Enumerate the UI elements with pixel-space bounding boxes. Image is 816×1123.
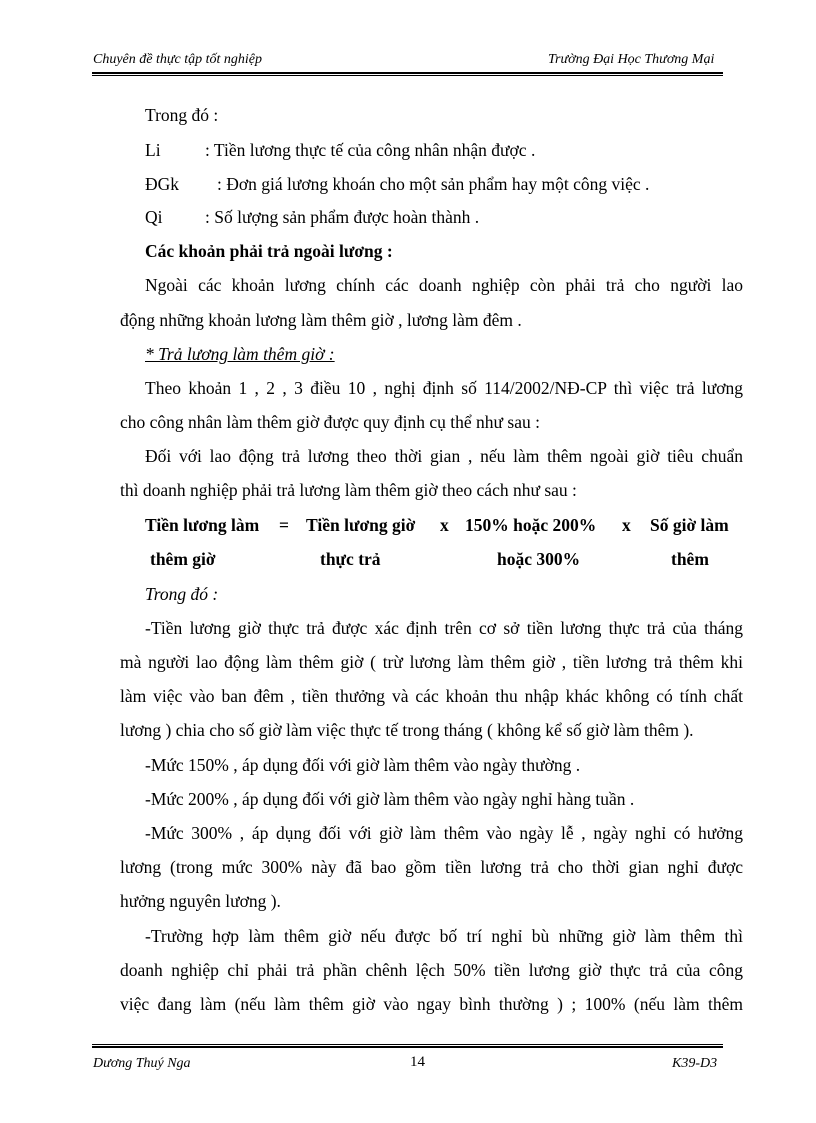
formula-term-3-cont: hoặc 300% [497, 549, 581, 569]
paragraph-line: -Mức 150% , áp dụng đối với giờ làm thêm vào ngày thường . [145, 755, 581, 775]
dgk-label: ĐGk [145, 174, 180, 194]
header-rule-thin [92, 75, 723, 76]
paragraph-line: -Tiền lương giờ thực trả được xác định trên cơ sở tiền lương thực trả của tháng [145, 618, 743, 638]
section-heading: Các khoản phải trả ngoài lương : [145, 241, 393, 261]
paragraph-line: Theo khoản 1 , 2 , 3 điều 10 , nghị định số 114/2002/NĐ-CP thì việc trả lương [145, 378, 743, 398]
qi-label: Qi [145, 207, 163, 227]
formula-term-4-cont: thêm [671, 549, 709, 569]
li-description: : Tiền lương thực tế của công nhân nhận được . [205, 140, 536, 160]
paragraph-line: lương (trong mức 300% này đã bao gồm tiền lương trả cho thời gian nghỉ được [120, 857, 743, 877]
sub-heading: * Trả lương làm thêm giờ : [145, 344, 335, 364]
paragraph-line: Ngoài các khoản lương chính các doanh nghiệp còn phải trả cho người lao [145, 275, 743, 295]
formula-term-3: 150% hoặc 200% [465, 515, 597, 535]
formula-times-1: x [440, 515, 449, 535]
footer-author: Dương Thuý Nga [93, 1056, 191, 1071]
formula-term-4: Số giờ làm [650, 515, 729, 535]
page-number: 14 [410, 1054, 425, 1070]
formula-term-1-cont: thêm giờ [150, 549, 216, 569]
paragraph-line: -Trường hợp làm thêm giờ nếu được bố trí nghỉ bù những giờ làm thêm thì [145, 926, 743, 946]
paragraph-line: thì doanh nghiệp phải trả lương làm thêm giờ theo cách như sau : [120, 480, 577, 500]
dgk-description: : Đơn giá lương khoán cho một sản phẩm hay một công việc . [217, 174, 650, 194]
paragraph-line: lương ) chia cho số giờ làm việc thực tế trong tháng ( không kể số giờ làm thêm ). [120, 720, 694, 740]
header-left-title: Chuyên đề thực tập tốt nghiệp [93, 52, 262, 67]
formula-equals: = [279, 515, 289, 535]
footer-rule-thin [92, 1044, 723, 1045]
paragraph-line: -Mức 300% , áp dụng đối với giờ làm thêm vào ngày lễ , ngày nghỉ có hưởng [145, 823, 743, 843]
footer-class-code: K39-D3 [672, 1056, 718, 1071]
paragraph-line: làm việc vào ban đêm , tiền thưởng và các khoản thu nhập khác không có tính chất [120, 686, 743, 706]
footer-rule [92, 1046, 723, 1048]
paragraph-line: hưởng nguyên lương ). [120, 891, 281, 911]
paragraph-line: động những khoản lương làm thêm giờ , lương làm đêm . [120, 310, 522, 330]
formula-term-2-cont: thực trả [320, 549, 381, 569]
paragraph-line: Đối với lao động trả lương theo thời gian , nếu làm thêm ngoài giờ tiêu chuẩn [145, 446, 743, 466]
li-label: Li [145, 140, 161, 160]
qi-description: : Số lượng sản phẩm được hoàn thành . [205, 207, 480, 227]
trong-do-label: Trong đó : [145, 105, 219, 125]
formula-term-2: Tiền lương giờ [306, 515, 416, 535]
paragraph-line: cho công nhân làm thêm giờ được quy định cụ thể như sau : [120, 412, 540, 432]
paragraph-line: việc đang làm (nếu làm thêm giờ vào ngay bình thường ) ; 100% (nếu làm thêm [120, 994, 743, 1014]
paragraph-line: mà người lao động làm thêm giờ ( trừ lương làm thêm giờ , tiền lương trả thêm khi [120, 652, 743, 672]
formula-times-2: x [622, 515, 631, 535]
formula-term-1: Tiền lương làm [145, 515, 260, 535]
paragraph-line: -Mức 200% , áp dụng đối với giờ làm thêm vào ngày nghỉ hàng tuần . [145, 789, 635, 809]
header-rule [92, 72, 723, 74]
paragraph-line: doanh nghiệp chỉ phải trả phần chênh lệch 50% tiền lương giờ thực trả của công [120, 960, 743, 980]
header-right-title: Trường Đại Học Thương Mại [548, 52, 715, 67]
trong-do-label: Trong đó : [145, 584, 219, 604]
